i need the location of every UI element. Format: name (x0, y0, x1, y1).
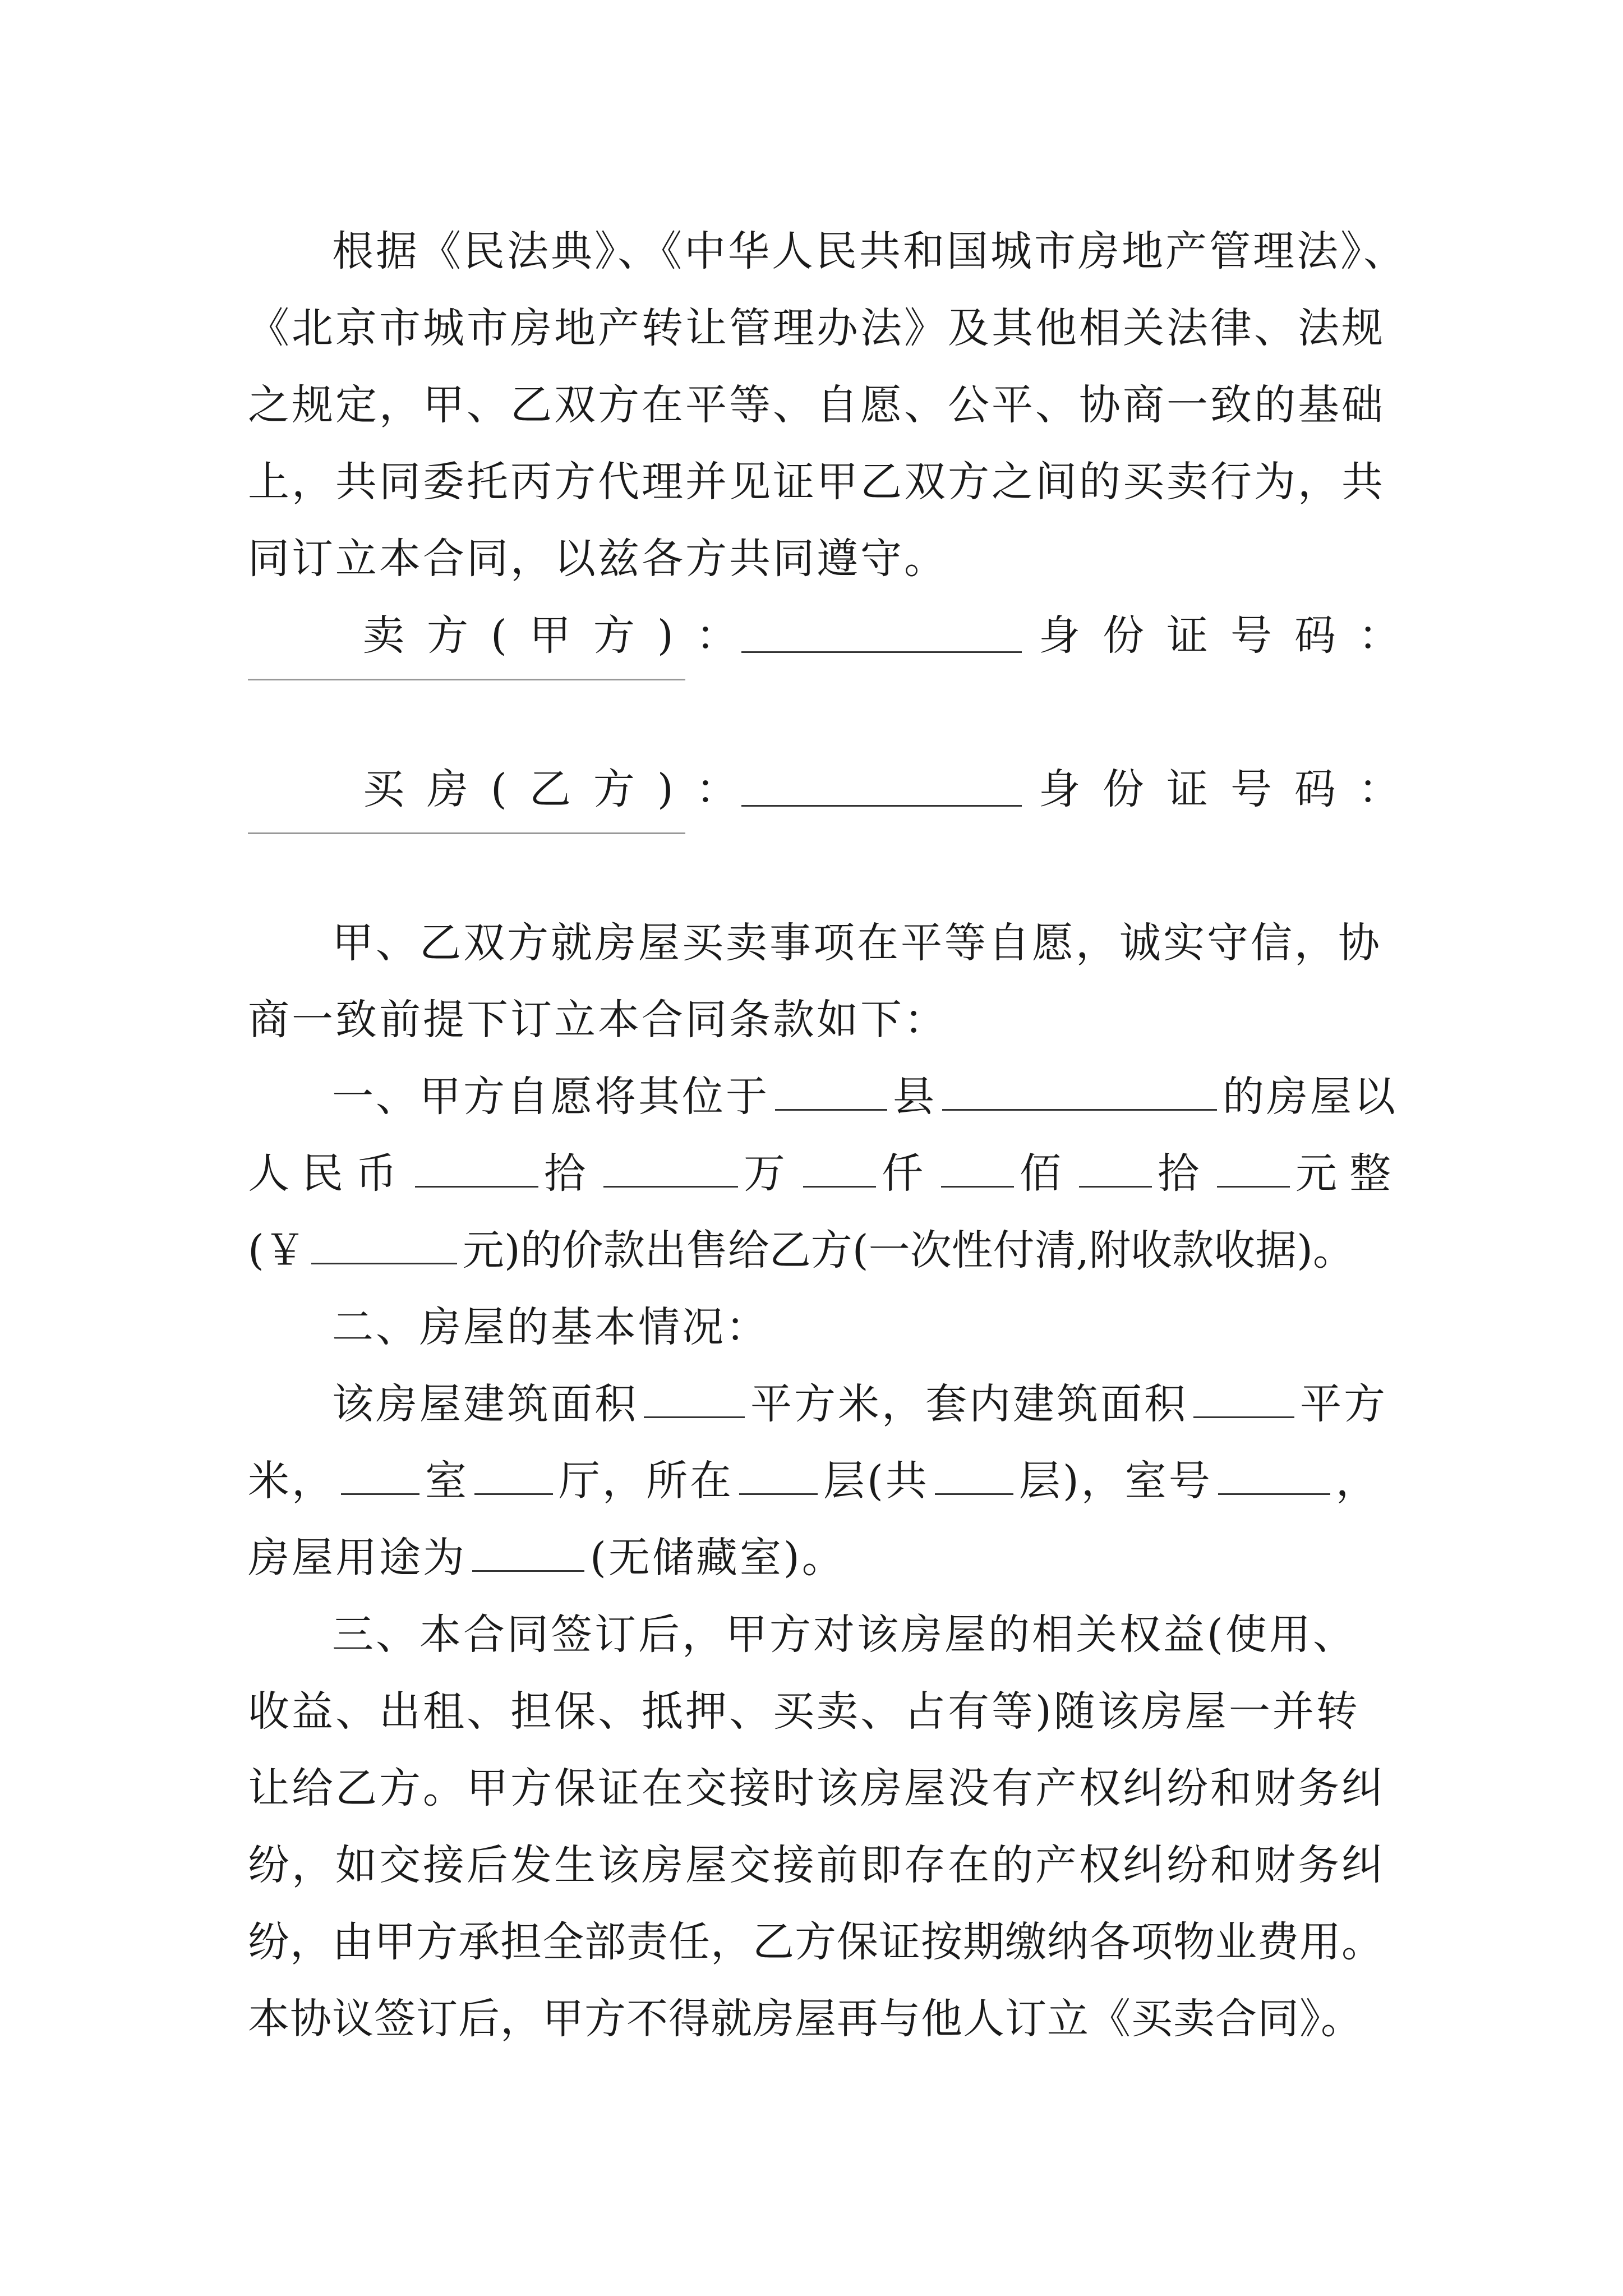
clause3-line: 收益、出租、担保、抵押、买卖、占有等)随该房屋一并转 (248, 1687, 1360, 1736)
clause2-title: 二、房屋的基本情况： (332, 1303, 769, 1351)
clause1-text: 拾 (1158, 1149, 1211, 1198)
usage-blank (472, 1531, 584, 1572)
clause3-line: 纷，由甲方承担全部责任，乙方保证按期缴纳各项物业费用。 (248, 1918, 1384, 1966)
halls-blank (474, 1454, 553, 1495)
clause1-text: (￥ (248, 1226, 306, 1274)
seller-id-label: 身份证号码： (1039, 611, 1422, 660)
clause2-text: ， (1335, 1457, 1380, 1505)
contract-page (248, 213, 1422, 2058)
rooms-blank (341, 1454, 419, 1495)
intro-line: 甲、乙双方就房屋买卖事项在平等自愿，诚实守信，协 (332, 919, 1382, 967)
preamble-line: 《北京市城市房地产转让管理办法》及其他相关法律、法规 (248, 304, 1385, 352)
seller-row (248, 597, 1422, 674)
clause3-line: 让给乙方。甲方保证在交接时该房屋没有产权纠纷和财务纠 (248, 1764, 1385, 1812)
amount-blank (603, 1147, 738, 1188)
clause3-line: 三、本合同签订后，甲方对该房屋的相关权益(使用、 (332, 1611, 1357, 1659)
amount-blank (803, 1147, 876, 1188)
clause3-line: 纷，如交接后发生该房屋交接前即存在的产权纠纷和财务纠 (248, 1841, 1385, 1889)
location-blank (775, 1070, 887, 1111)
clause2-text: 层)，室号 (1018, 1457, 1212, 1505)
clause2-text: 室 (425, 1457, 469, 1505)
clause1-text: 万 (744, 1149, 797, 1198)
preamble-line: 同订立本合同，以兹各方共同遵守。 (248, 535, 948, 583)
preamble-line: 上，共同委托丙方代理并见证甲乙双方之间的买卖行为，共 (248, 458, 1385, 506)
inner-area-blank (1193, 1377, 1294, 1418)
clause3-line: 本协议签订后，甲方不得就房屋再与他人订立《买卖合同》。 (248, 1995, 1363, 2043)
clause1-text: 的房屋以 (1223, 1073, 1398, 1121)
clause2-text: 厅，所在 (559, 1457, 734, 1505)
area-blank (644, 1377, 745, 1418)
clause2-text: 平方 (1300, 1380, 1387, 1428)
price-blank (311, 1223, 457, 1264)
clause1-text: 人民币 (248, 1149, 409, 1198)
clause1-line (248, 1212, 1386, 1289)
clause1-text: 元整 (1295, 1149, 1403, 1198)
clause2-line (248, 1366, 1386, 1443)
clause1-text: 仟 (882, 1149, 935, 1198)
clause2-text: 米， (248, 1457, 335, 1505)
clause1-line (248, 1135, 1403, 1212)
amount-blank (1217, 1147, 1290, 1188)
clause2-text: 层(共 (823, 1457, 929, 1505)
clause2-text: 房屋用途为 (248, 1534, 467, 1582)
clause2-text: (无储藏室)。 (590, 1534, 846, 1582)
clause1-text: 拾 (544, 1149, 598, 1198)
buyer-label: 买房(乙方)： (363, 765, 760, 813)
clause2-text: 平方米，套内建筑面积 (750, 1380, 1188, 1428)
preamble-line: 之规定，甲、乙双方在平等、自愿、公平、协商一致的基础 (248, 381, 1385, 429)
clause1-text: 佰 (1020, 1149, 1073, 1198)
total-floors-blank (935, 1454, 1013, 1495)
clause2-line (248, 1520, 1386, 1596)
preamble-line: 根据《民法典》、《中华人民共和国城市房地产管理法》、 (332, 227, 1407, 275)
address-blank (942, 1070, 1217, 1111)
seller-id-row (248, 674, 1386, 751)
amount-blank (415, 1147, 538, 1188)
amount-blank (941, 1147, 1014, 1188)
room-number-blank (1218, 1454, 1330, 1495)
amount-blank (1079, 1147, 1152, 1188)
clause1-line (248, 1059, 1398, 1135)
seller-name-blank (741, 651, 1022, 653)
clause1-text: 一、甲方自愿将其位于 (332, 1073, 769, 1121)
floor-blank (739, 1454, 818, 1495)
buyer-id-label: 身份证号码： (1039, 765, 1422, 813)
buyer-id-row (248, 828, 1386, 905)
seller-id-blank (248, 679, 685, 680)
clause2-line (248, 1443, 1386, 1520)
clause2-text: 该房屋建筑面积 (332, 1380, 638, 1428)
clause1-text: 县 (893, 1073, 937, 1121)
buyer-name-blank (741, 805, 1022, 807)
buyer-id-blank (248, 832, 685, 834)
intro-line: 商一致前提下订立本合同条款如下： (248, 996, 948, 1044)
clause1-text: 元)的价款出售给乙方(一次性付清,附收款收据)。 (462, 1226, 1355, 1274)
buyer-row (248, 751, 1422, 828)
seller-label: 卖方(甲方)： (363, 611, 760, 660)
